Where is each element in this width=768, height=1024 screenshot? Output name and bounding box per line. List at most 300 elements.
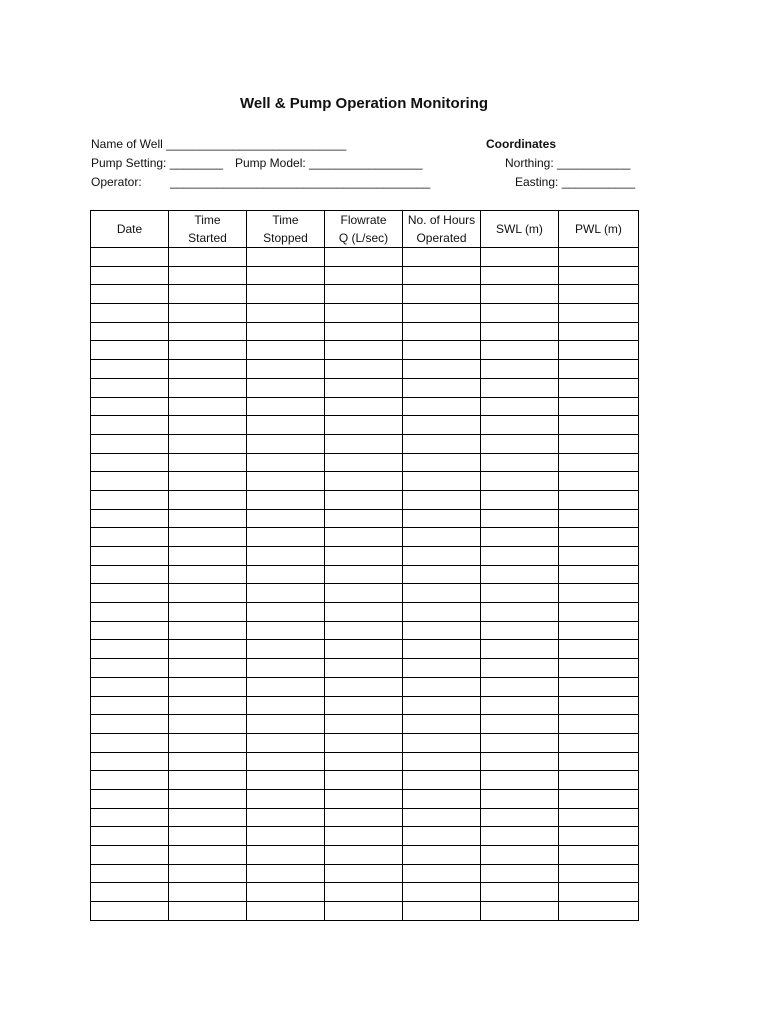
table-cell[interactable]	[559, 715, 639, 734]
table-row	[91, 808, 639, 827]
table-cell[interactable]	[169, 752, 247, 771]
table-cell[interactable]	[403, 696, 481, 715]
table-cell[interactable]	[481, 547, 559, 566]
table-cell[interactable]	[559, 902, 639, 921]
table-cell[interactable]	[481, 752, 559, 771]
table-cell[interactable]	[247, 603, 325, 622]
table-cell[interactable]	[91, 285, 169, 304]
table-cell[interactable]	[169, 304, 247, 323]
table-cell[interactable]	[481, 771, 559, 790]
table-cell[interactable]	[169, 434, 247, 453]
table-cell[interactable]	[169, 565, 247, 584]
table-row	[91, 733, 639, 752]
table-cell[interactable]	[403, 846, 481, 865]
table-cell[interactable]	[559, 808, 639, 827]
table-cell[interactable]	[91, 322, 169, 341]
table-cell[interactable]	[169, 659, 247, 678]
table-cell[interactable]	[325, 248, 403, 267]
table-cell[interactable]	[325, 397, 403, 416]
table-cell[interactable]	[403, 434, 481, 453]
table-cell[interactable]	[91, 565, 169, 584]
table-cell[interactable]	[559, 434, 639, 453]
table-row	[91, 789, 639, 808]
table-cell[interactable]	[325, 752, 403, 771]
table-cell[interactable]	[247, 565, 325, 584]
table-cell[interactable]	[325, 341, 403, 360]
table-cell[interactable]	[559, 640, 639, 659]
table-cell[interactable]	[91, 640, 169, 659]
table-cell[interactable]	[169, 341, 247, 360]
table-cell[interactable]	[481, 322, 559, 341]
table-cell[interactable]	[91, 472, 169, 491]
table-cell[interactable]	[247, 789, 325, 808]
table-cell[interactable]	[403, 322, 481, 341]
table-cell[interactable]	[169, 621, 247, 640]
table-cell[interactable]	[403, 715, 481, 734]
table-cell[interactable]	[91, 771, 169, 790]
table-cell[interactable]	[91, 733, 169, 752]
table-row	[91, 659, 639, 678]
table-cell[interactable]	[91, 752, 169, 771]
table-cell[interactable]	[91, 416, 169, 435]
table-cell[interactable]	[169, 902, 247, 921]
table-cell[interactable]	[247, 509, 325, 528]
table-cell[interactable]	[169, 547, 247, 566]
table-cell[interactable]	[325, 434, 403, 453]
table-cell[interactable]	[403, 771, 481, 790]
table-row	[91, 621, 639, 640]
table-cell[interactable]	[247, 341, 325, 360]
table-cell[interactable]	[247, 864, 325, 883]
table-cell[interactable]	[403, 808, 481, 827]
table-cell[interactable]	[559, 752, 639, 771]
table-cell[interactable]	[169, 696, 247, 715]
table-cell[interactable]	[169, 733, 247, 752]
table-cell[interactable]	[91, 266, 169, 285]
table-cell[interactable]	[325, 677, 403, 696]
table-cell[interactable]	[559, 789, 639, 808]
table-cell[interactable]	[91, 248, 169, 267]
table-row	[91, 490, 639, 509]
table-cell[interactable]	[559, 397, 639, 416]
table-cell[interactable]	[403, 864, 481, 883]
table-cell[interactable]	[169, 603, 247, 622]
table-row	[91, 864, 639, 883]
table-cell[interactable]	[91, 304, 169, 323]
operator-field[interactable]: _______________________________________	[170, 175, 431, 189]
table-cell[interactable]	[403, 584, 481, 603]
table-row	[91, 771, 639, 790]
operator-label: Operator:	[91, 175, 142, 189]
table-cell[interactable]	[403, 789, 481, 808]
table-row	[91, 434, 639, 453]
table-cell[interactable]	[481, 266, 559, 285]
table-cell[interactable]	[169, 490, 247, 509]
table-row	[91, 902, 639, 921]
table-row	[91, 677, 639, 696]
table-cell[interactable]	[403, 248, 481, 267]
table-cell[interactable]	[325, 490, 403, 509]
table-cell[interactable]	[559, 621, 639, 640]
name-of-well-field[interactable]: Name of Well ___________________________	[91, 137, 347, 151]
table-cell[interactable]	[247, 677, 325, 696]
table-cell[interactable]	[247, 322, 325, 341]
table-row	[91, 453, 639, 472]
table-cell[interactable]	[481, 846, 559, 865]
table-cell[interactable]	[91, 883, 169, 902]
table-cell[interactable]	[403, 883, 481, 902]
column-header-time-stopped: Time Stopped	[247, 211, 325, 248]
table-row	[91, 304, 639, 323]
column-header-date: Date	[91, 211, 169, 248]
table-cell[interactable]	[247, 378, 325, 397]
table-cell[interactable]	[169, 846, 247, 865]
table-header-row	[91, 211, 639, 248]
table-cell[interactable]	[559, 565, 639, 584]
table-cell[interactable]	[559, 266, 639, 285]
table-cell[interactable]	[91, 827, 169, 846]
table-cell[interactable]	[247, 808, 325, 827]
table-cell[interactable]	[403, 603, 481, 622]
table-cell[interactable]	[403, 341, 481, 360]
table-cell[interactable]	[247, 846, 325, 865]
table-cell[interactable]	[247, 621, 325, 640]
table-cell[interactable]	[91, 789, 169, 808]
table-row	[91, 603, 639, 622]
table-cell[interactable]	[91, 659, 169, 678]
table-cell[interactable]	[169, 360, 247, 379]
table-cell[interactable]	[481, 696, 559, 715]
table-row	[91, 547, 639, 566]
pump-model-field[interactable]: Pump Model: _________________	[235, 156, 423, 170]
table-cell[interactable]	[91, 808, 169, 827]
table-cell[interactable]	[403, 659, 481, 678]
table-cell[interactable]	[481, 715, 559, 734]
table-cell[interactable]	[169, 677, 247, 696]
table-cell[interactable]	[91, 584, 169, 603]
table-cell[interactable]	[559, 416, 639, 435]
table-cell[interactable]	[559, 659, 639, 678]
table-cell[interactable]	[325, 789, 403, 808]
table-cell[interactable]	[403, 378, 481, 397]
table-cell[interactable]	[169, 378, 247, 397]
table-cell[interactable]	[325, 322, 403, 341]
monitoring-table	[90, 210, 639, 921]
table-cell[interactable]	[91, 846, 169, 865]
table-cell[interactable]	[481, 472, 559, 491]
table-cell[interactable]	[247, 304, 325, 323]
table-cell[interactable]	[481, 341, 559, 360]
table-row	[91, 565, 639, 584]
table-cell[interactable]	[91, 528, 169, 547]
table-cell[interactable]	[559, 864, 639, 883]
table-cell[interactable]	[91, 490, 169, 509]
table-cell[interactable]	[559, 304, 639, 323]
table-cell[interactable]	[559, 584, 639, 603]
table-cell[interactable]	[247, 416, 325, 435]
table-row	[91, 846, 639, 865]
table-cell[interactable]	[481, 509, 559, 528]
table-cell[interactable]	[403, 266, 481, 285]
table-cell[interactable]	[325, 416, 403, 435]
table-cell[interactable]	[325, 528, 403, 547]
table-cell[interactable]	[247, 248, 325, 267]
table-cell[interactable]	[403, 472, 481, 491]
table-cell[interactable]	[247, 584, 325, 603]
table-cell[interactable]	[559, 846, 639, 865]
table-cell[interactable]	[481, 864, 559, 883]
table-cell[interactable]	[403, 397, 481, 416]
table-cell[interactable]	[91, 696, 169, 715]
table-cell[interactable]	[403, 733, 481, 752]
table-cell[interactable]	[481, 490, 559, 509]
table-cell[interactable]	[325, 378, 403, 397]
table-row	[91, 397, 639, 416]
table-cell[interactable]	[247, 453, 325, 472]
table-cell[interactable]	[91, 453, 169, 472]
page-title: Well & Pump Operation Monitoring	[239, 95, 489, 112]
table-cell[interactable]	[481, 397, 559, 416]
table-cell[interactable]	[91, 397, 169, 416]
table-cell[interactable]	[559, 322, 639, 341]
table-cell[interactable]	[325, 827, 403, 846]
table-cell[interactable]	[559, 528, 639, 547]
table-cell[interactable]	[481, 285, 559, 304]
table-cell[interactable]	[403, 752, 481, 771]
table-cell[interactable]	[325, 902, 403, 921]
table-cell[interactable]	[481, 304, 559, 323]
table-cell[interactable]	[169, 827, 247, 846]
table-cell[interactable]	[169, 528, 247, 547]
table-cell[interactable]	[559, 341, 639, 360]
easting-field[interactable]: Easting: ___________	[515, 175, 636, 189]
table-cell[interactable]	[559, 490, 639, 509]
table-cell[interactable]	[403, 453, 481, 472]
table-cell[interactable]	[91, 360, 169, 379]
table-cell[interactable]	[325, 696, 403, 715]
table-cell[interactable]	[403, 902, 481, 921]
table-cell[interactable]	[481, 659, 559, 678]
table-cell[interactable]	[247, 733, 325, 752]
table-cell[interactable]	[325, 472, 403, 491]
table-cell[interactable]	[325, 883, 403, 902]
table-cell[interactable]	[559, 509, 639, 528]
table-cell[interactable]	[91, 434, 169, 453]
table-cell[interactable]	[481, 621, 559, 640]
table-row	[91, 584, 639, 603]
table-cell[interactable]	[325, 846, 403, 865]
table-cell[interactable]	[403, 490, 481, 509]
table-cell[interactable]	[91, 547, 169, 566]
table-cell[interactable]	[169, 472, 247, 491]
table-cell[interactable]	[559, 827, 639, 846]
table-cell[interactable]	[325, 509, 403, 528]
table-cell[interactable]	[169, 322, 247, 341]
column-header-pwl: PWL (m)	[559, 211, 639, 248]
table-cell[interactable]	[91, 378, 169, 397]
table-cell[interactable]	[91, 677, 169, 696]
table-cell[interactable]	[559, 883, 639, 902]
table-cell[interactable]	[91, 902, 169, 921]
table-cell[interactable]	[481, 584, 559, 603]
table-cell[interactable]	[481, 808, 559, 827]
table-cell[interactable]	[559, 696, 639, 715]
table-cell[interactable]	[247, 360, 325, 379]
table-cell[interactable]	[325, 453, 403, 472]
table-cell[interactable]	[247, 640, 325, 659]
table-cell[interactable]	[247, 285, 325, 304]
table-cell[interactable]	[559, 285, 639, 304]
table-cell[interactable]	[325, 640, 403, 659]
table-cell[interactable]	[91, 603, 169, 622]
table-cell[interactable]	[481, 565, 559, 584]
table-row	[91, 378, 639, 397]
table-cell[interactable]	[325, 565, 403, 584]
column-header-flowrate: Flowrate Q (L/sec)	[325, 211, 403, 248]
table-cell[interactable]	[247, 902, 325, 921]
table-cell[interactable]	[325, 808, 403, 827]
table-cell[interactable]	[247, 659, 325, 678]
table-cell[interactable]	[403, 677, 481, 696]
table-cell[interactable]	[169, 397, 247, 416]
table-cell[interactable]	[247, 434, 325, 453]
table-cell[interactable]	[403, 565, 481, 584]
table-cell[interactable]	[169, 509, 247, 528]
northing-field[interactable]: Northing: ___________	[505, 156, 631, 170]
table-cell[interactable]	[169, 883, 247, 902]
table-cell[interactable]	[325, 285, 403, 304]
table-row	[91, 360, 639, 379]
column-header-time-started: Time Started	[169, 211, 247, 248]
table-row	[91, 472, 639, 491]
table-cell[interactable]	[559, 771, 639, 790]
table-cell[interactable]	[169, 416, 247, 435]
table-cell[interactable]	[91, 509, 169, 528]
table-row	[91, 416, 639, 435]
table-cell[interactable]	[403, 621, 481, 640]
table-cell[interactable]	[247, 752, 325, 771]
table-cell[interactable]	[403, 528, 481, 547]
table-cell[interactable]	[559, 360, 639, 379]
table-cell[interactable]	[403, 360, 481, 379]
table-cell[interactable]	[403, 640, 481, 659]
table-cell[interactable]	[481, 528, 559, 547]
table-cell[interactable]	[247, 490, 325, 509]
table-cell[interactable]	[169, 715, 247, 734]
table-cell[interactable]	[325, 621, 403, 640]
table-cell[interactable]	[559, 547, 639, 566]
table-cell[interactable]	[247, 266, 325, 285]
table-cell[interactable]	[481, 603, 559, 622]
table-cell[interactable]	[325, 715, 403, 734]
table-cell[interactable]	[403, 416, 481, 435]
table-row	[91, 640, 639, 659]
table-cell[interactable]	[559, 248, 639, 267]
table-cell[interactable]	[169, 789, 247, 808]
table-cell[interactable]	[559, 733, 639, 752]
table-row	[91, 696, 639, 715]
table-cell[interactable]	[169, 640, 247, 659]
table-cell[interactable]	[481, 677, 559, 696]
table-cell[interactable]	[481, 416, 559, 435]
table-cell[interactable]	[325, 304, 403, 323]
table-cell[interactable]	[91, 864, 169, 883]
table-cell[interactable]	[403, 547, 481, 566]
table-cell[interactable]	[169, 453, 247, 472]
table-cell[interactable]	[247, 715, 325, 734]
table-cell[interactable]	[481, 434, 559, 453]
table-cell[interactable]	[91, 621, 169, 640]
table-cell[interactable]	[403, 304, 481, 323]
table-cell[interactable]	[559, 677, 639, 696]
table-cell[interactable]	[169, 285, 247, 304]
table-cell[interactable]	[481, 883, 559, 902]
table-row	[91, 285, 639, 304]
table-cell[interactable]	[559, 603, 639, 622]
table-cell[interactable]	[559, 472, 639, 491]
table-cell[interactable]	[169, 808, 247, 827]
table-row	[91, 752, 639, 771]
table-cell[interactable]	[169, 771, 247, 790]
table-row	[91, 509, 639, 528]
table-cell[interactable]	[169, 584, 247, 603]
table-cell[interactable]	[325, 266, 403, 285]
table-cell[interactable]	[481, 902, 559, 921]
table-cell[interactable]	[325, 771, 403, 790]
table-cell[interactable]	[403, 285, 481, 304]
table-cell[interactable]	[481, 789, 559, 808]
table-cell[interactable]	[481, 248, 559, 267]
table-cell[interactable]	[91, 715, 169, 734]
table-cell[interactable]	[247, 883, 325, 902]
table-cell[interactable]	[325, 547, 403, 566]
table-cell[interactable]	[169, 864, 247, 883]
table-cell[interactable]	[481, 827, 559, 846]
table-row	[91, 248, 639, 267]
table-cell[interactable]	[247, 696, 325, 715]
table-cell[interactable]	[169, 266, 247, 285]
table-cell[interactable]	[91, 341, 169, 360]
table-cell[interactable]	[481, 453, 559, 472]
table-cell[interactable]	[247, 397, 325, 416]
table-cell[interactable]	[559, 453, 639, 472]
table-cell[interactable]	[247, 827, 325, 846]
table-cell[interactable]	[247, 547, 325, 566]
table-cell[interactable]	[559, 378, 639, 397]
table-cell[interactable]	[403, 827, 481, 846]
table-cell[interactable]	[169, 248, 247, 267]
table-body	[91, 248, 639, 921]
table-cell[interactable]	[325, 659, 403, 678]
table-cell[interactable]	[325, 864, 403, 883]
table-cell[interactable]	[325, 733, 403, 752]
table-cell[interactable]	[325, 584, 403, 603]
table-row	[91, 341, 639, 360]
table-cell[interactable]	[403, 509, 481, 528]
table-cell[interactable]	[247, 528, 325, 547]
table-cell[interactable]	[247, 472, 325, 491]
table-cell[interactable]	[481, 378, 559, 397]
table-row	[91, 827, 639, 846]
table-cell[interactable]	[325, 360, 403, 379]
table-row	[91, 715, 639, 734]
table-cell[interactable]	[481, 360, 559, 379]
table-cell[interactable]	[481, 733, 559, 752]
pump-setting-field[interactable]: Pump Setting: ________	[91, 156, 224, 170]
table-cell[interactable]	[247, 771, 325, 790]
table-cell[interactable]	[481, 640, 559, 659]
table-cell[interactable]	[325, 603, 403, 622]
